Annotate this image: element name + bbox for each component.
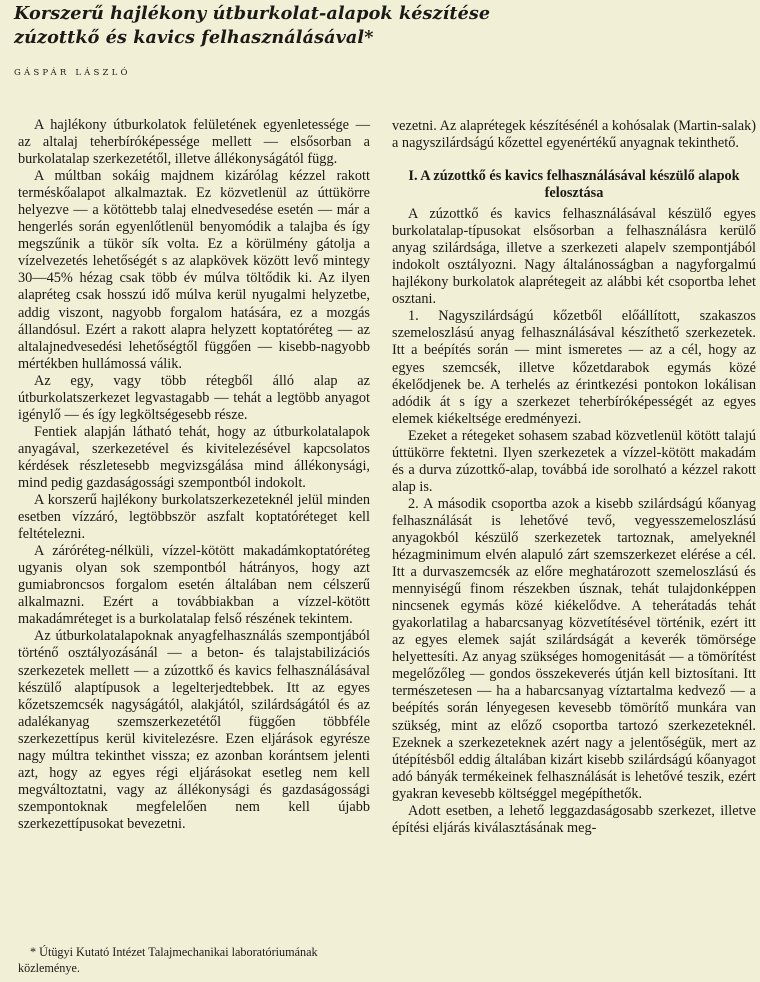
paragraph: A záróréteg-nélküli, vízzel-kötött makadámkoptatóréteg ugyanis olyan sok szempontból hátrányos, hogy azt gumiabroncsos forgalom esetén általában nem célszerű alkalmazni. Ezért a továbbiakban a vízzel-kötött makadámréteget is a burkolatalap felső részének tekintem.	[18, 543, 370, 628]
article-title	[14, 2, 754, 50]
left-column	[18, 117, 370, 833]
paragraph: Az egy, vagy több rétegből álló alap az útburkolatszerkezet legvastagabb — tehát a legtöbb anyagot igénylő — és így legköltségesebb része.	[18, 372, 370, 423]
right-column	[392, 118, 756, 837]
section-heading: I. A zúzottkő és kavics felhasználásával készülő alapok felosztása	[408, 168, 740, 202]
paragraph: 1. Nagyszilárdságú kőzetből előállított, szakaszos szemeloszlású anyag felhasználásával készíthető szerkezetek. Itt a beépítés során — mint ismeretes — az a cél, hogy az egyes szemcsék, illetve kőzetdarabok egymás közé ékelődjenek be. A terhelés az érintkezési pontokon lokálisan adódik át s így a szerkezet teherbíróképességét az egyes elemek kiékeltsége eredményezi.	[392, 308, 756, 427]
paragraph: Fentiek alapján látható tehát, hogy az útburkolatalapok anyagával, szerkezetével és kivitelezésével kapcsolatos kérdések részletesebb megvizsgálása mind állékonysági, mind pedig gazdaságossági szempontból indokolt.	[18, 423, 370, 491]
paragraph: 2. A második csoportba azok a kisebb szilárdságú kőanyag felhasználását is lehetővé tevő, vegyesszemeloszlású anyagokból készülő szerkezetek tartoznak, amelyeknél hézagminimum elvén alapuló zárt szemszerkezet elérése a cél. Itt a durvaszemcsék az előre meghatározott szemeloszlású és mennyiségű finom részekben úsznak, tehát tulajdonképpen nincsenek egymás közé kiékelődve. A teherátadás tehát gyakorlatilag a habarcsanyag közvetítésével történik, ezért itt az egyes elemek saját szilárdságát a keverék tömörsége helyettesíti. Az anyag szükséges homogenitását — a tömörítést megelőzőleg — gondos összekeverés útján kell biztosítani. Itt természetesen — ha a habarcsanyag víztartalma kedvező — a beépítés során lényegesen kevesebb tömörítő munkára van szükség, mint az előző csoportba tartozó szerkezeteknél. Ezeknek a szerkezeteknek azért nagy a jelentőségük, mert az útépítésből eddig általában kizárt kisebb szilárdságú kőanyagot adó bányák termékeinek felhasználását is lehetővé teszik, ezért gyakran kevesebb költséggel megépíthetők.	[392, 495, 756, 802]
paragraph: Az útburkolatalapoknak anyagfelhasználás szempontjából történő osztályozásánál — a beton- és talajstabilizációs szerkezetek mellett — a zúzottkő és kavics felhasználásával készülő alaptípusok a legelterjedtebbek. Itt az egyes kőzetszemcsék nagyságától, alakjától, szilárdságától és az adalékanyag szemszerkezetétől függően többféle szerkezettípus kerül kivitelezésre. Ezen eljárások egyrésze nagy múltra tekinthet vissza; ez azonban korántsem jelenti azt, hogy az egyes régi eljárásokat esetleg nem kell megváltoztatni, vagy az állékonysági és gazdaságossági szempontoknak megfelelően nem kell újabb szerkezettípusokat bevezetni.	[18, 628, 370, 832]
paragraph-continuation: vezetni. Az alaprétegek készítésénél a kohósalak (Martin-salak) a nagyszilárdságú kőzettel egyenértékű anyagnak tekinthető.	[392, 118, 757, 152]
paragraph: A zúzottkő és kavics felhasználásával készülő egyes burkolatalap-típusokat elsősorban a felhasználásra kerülő anyag szilárdsága, illetve a szerkezeti alapelv szempontjából indokolt osztályozni. Nagy általánosságban a nagyforgalmú hajlékony burkolatok alaprétegeit az alábbi két csoportba lehet osztani.	[392, 206, 756, 308]
paragraph: Ezeket a rétegeket sohasem szabad közvetlenül kötött talajú úttükörre fektetni. Ilyen szerkezetek a vízzel-kötött makadám és a durva zúzottkő-alap, továbbá ide sorolható a kézzel rakott alap is.	[392, 427, 756, 495]
article-title-line-1: Korszerű hajlékony útburkolat-alapok készítése	[14, 3, 491, 24]
author-name: GÁSPÁR LÁSZLÓ	[14, 68, 131, 78]
paragraph: Adott esetben, a lehető leggazdaságosabb szerkezet, illetve építési eljárás kiválasztásának meg-	[392, 802, 756, 836]
footnote	[18, 944, 370, 976]
paragraph: A korszerű hajlékony burkolatszerkezeteknél jelül minden esetben vízzáró, legtöbbször aszfalt koptatóréteget kell feltételezni.	[18, 492, 370, 543]
footnote-text: * Útügyi Kutató Intézet Talajmechanikai laboratóriumának közleménye.	[18, 945, 318, 975]
paragraph: A múltban sokáig majdnem kizárólag kézzel rakott terméskőalapot alkalmaztak. Ez közvetlenül az úttükörre helyezve — a kötöttebb talaj elnedvesedése esetén — már a hengerlés során egyenlőtlenül benyomódik a talajba és így megszűnik a tükör sík volta. Ez a körülmény gátolja a vízelvezetés lehetőségét s az alapkövek között levő mintegy 30—45% hézag csak több év múlva töltődik ki. Az ilyen alapréteg csak hosszú idő múlva kerül nyugalmi helyzetbe, addig viszont, nagyobb forgalom hatására, ez a mozgás állandósul. Ezért a rakott alapra helyzett koptatóréteg — az altalajnedvesedési lehetőségtől függően — kisebb-nagyobb mértékben hullámossá válik.	[18, 168, 370, 372]
paragraph: A hajlékony útburkolatok felületének egyenletessége — az altalaj teherbíróképessége mellett — elsősorban a burkolatalap szerkezetétől, illetve állékonyságától függ.	[18, 117, 370, 168]
article-title-line-2: zúzottkő és kavics felhasználásával*	[14, 27, 374, 48]
